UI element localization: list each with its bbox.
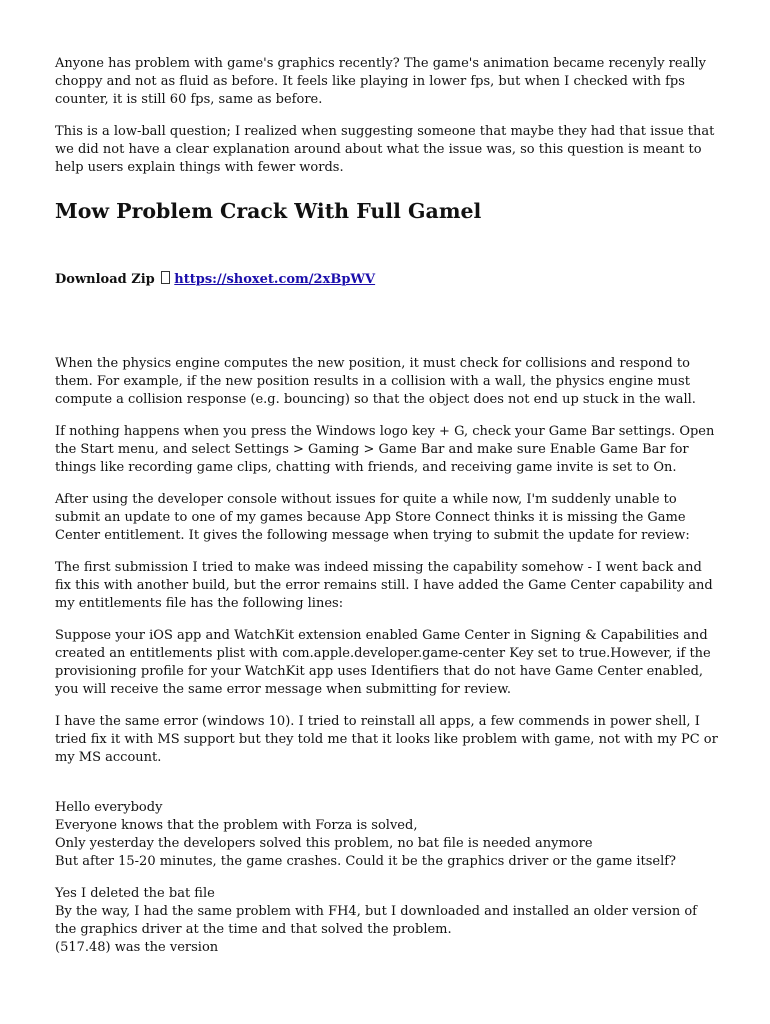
body-paragraph-5: Suppose your iOS app and WatchKit extension enabled Game Center in Signing & Capabilities and created an entitlements plist with com.apple.developer.game-center Key set to true.However, if the provisioning profile for your WatchKit app uses Identifiers that do not have Game Center enabled, you will receive the same error message when submitting for review. xyxy=(55,628,711,697)
body-paragraph-6: I have the same error (windows 10). I tried to reinstall all apps, a few commends in power shell, I tried fix it with MS support but they told me that it looks like problem with game, not with my PC or my MS account. xyxy=(55,714,718,765)
body-paragraph-4: The first submission I tried to make was indeed missing the capability somehow - I went back and fix this with another build, but the error remains still. I have added the Game Center capability and my entitlements file has the following lines: xyxy=(55,560,713,611)
body-paragraph-2: If nothing happens when you press the Windows logo key + G, check your Game Bar settings. Open the Start menu, and select Settings > Gaming > Game Bar and make sure Enable Game Bar for things like recording game clips, chatting with friends, and receiving game invite is set to On. xyxy=(55,424,715,475)
comment-group-2 xyxy=(55,885,720,957)
comment-line: (517.48) was the version xyxy=(55,940,219,955)
comment-line: By the way, I had the same problem with FH4, but I downloaded and installed an older version of the graphics driver at the time and that solved the problem. xyxy=(55,904,697,937)
intro-paragraph-2: This is a low-ball question; I realized when suggesting someone that maybe they had that issue that we did not have a clear explanation around about what the issue was, so this question is meant to help users explain things with fewer words. xyxy=(55,124,715,175)
download-line xyxy=(55,271,720,289)
comment-line: Yes I deleted the bat file xyxy=(55,886,215,901)
missing-glyph-icon xyxy=(161,271,170,284)
comment-line: Only yesterday the developers solved this problem, no bat file is needed anymore xyxy=(55,836,593,851)
intro-paragraph-1: Anyone has problem with game's graphics recently? The game's animation became recenyly really choppy and not as fluid as before. It feels like playing in lower fps, but when I checked with fps counter, it is still 60 fps, same as before. xyxy=(55,56,707,107)
body-paragraph-1: When the physics engine computes the new position, it must check for collisions and respond to them. For example, if the new position results in a collision with a wall, the physics engine must compute a collision response (e.g. bouncing) so that the object does not end up stuck in the wall. xyxy=(55,356,696,407)
body-paragraph-3: After using the developer console without issues for quite a while now, I'm suddenly unable to submit an update to one of my games because App Store Connect thinks it is missing the Game Center entitlement. It gives the following message when trying to submit the update for review: xyxy=(55,492,690,543)
comment-line: Everyone knows that the problem with Forza is solved, xyxy=(55,818,418,833)
body-section xyxy=(55,355,720,767)
download-link[interactable]: https://shoxet.com/2xBpWV xyxy=(174,272,376,287)
comment-line: But after 15-20 minutes, the game crashes. Could it be the graphics driver or the game itself? xyxy=(55,854,677,869)
comment-group-1 xyxy=(55,799,720,871)
page-title: Mow Problem Crack With Full Gamel xyxy=(55,199,482,223)
download-label: Download Zip xyxy=(55,272,155,287)
comment-line: Hello everybody xyxy=(55,800,163,815)
